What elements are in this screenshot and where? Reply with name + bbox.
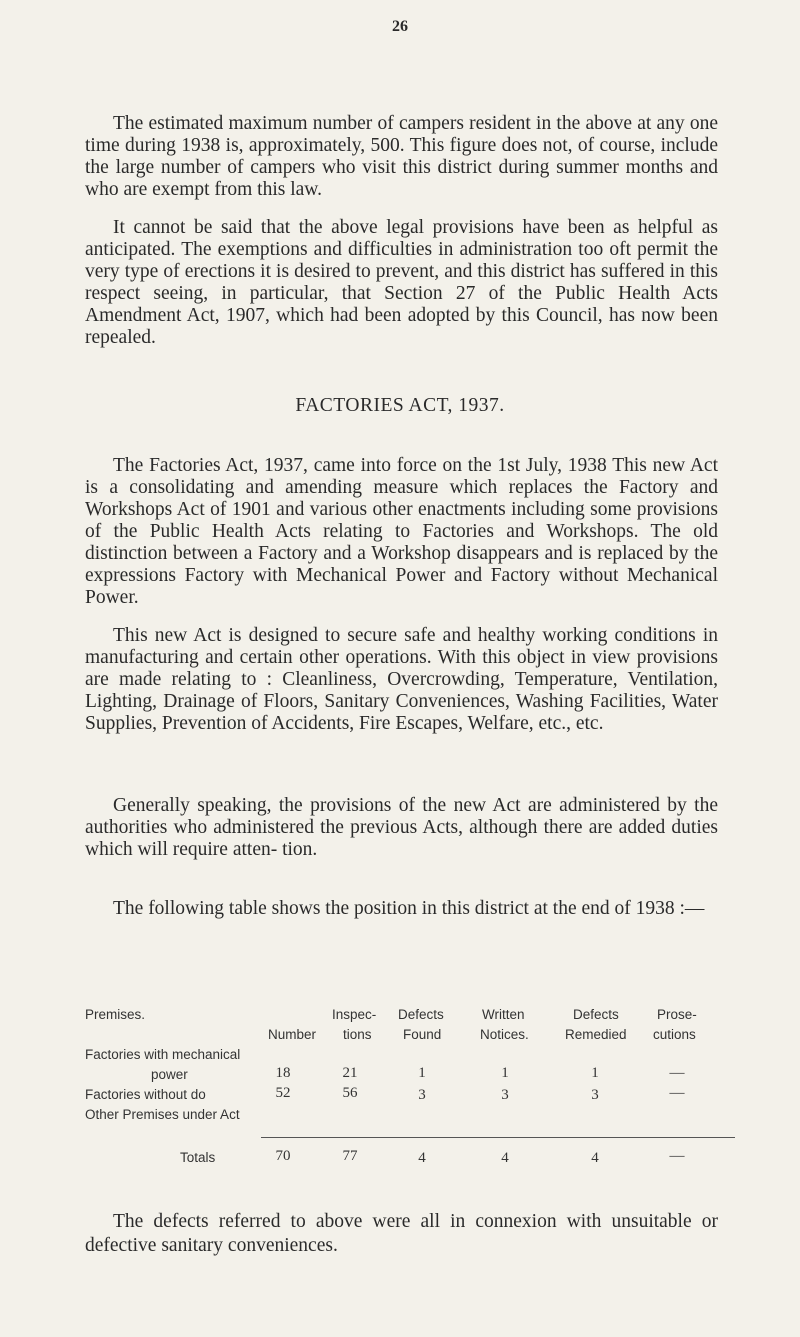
row-label: Factories with mechanical [85,1047,241,1062]
paragraph-legal-provisions: It cannot be said that the above legal provisions have been as helpful as anticipated. The exemptions and difficulties in administration too oft permit the very type of erections it is desired to prevent, and this district has suffered in this respect seeing, in particular, that Section 27 of the Public Health Acts Amendment Act, 1907, which had been adopted by this Council, has now been repealed. [85,217,718,348]
header-inspections-1: Inspec- [332,1007,377,1022]
header-inspections-2: tions [343,1027,372,1042]
row-prosecutions: — [669,1065,685,1081]
header-prosecutions-1: Prose- [657,1007,697,1022]
row-remedied: 3 [591,1087,599,1103]
paragraph-defects-note: The defects referred to above were all in connexion with unsuitable or defective sanitary conveniences. [85,1211,718,1256]
row-notices: 3 [501,1087,509,1103]
totals-inspections: 77 [342,1148,358,1164]
header-remedied-2: Remedied [565,1027,627,1042]
header-defects-1: Defects [398,1007,444,1022]
row-inspections: 21 [342,1065,358,1081]
totals-defects: 4 [418,1150,426,1166]
row-label: Factories without do [85,1087,206,1102]
row-number: 18 [275,1065,291,1081]
page-number: 26 [392,18,408,35]
header-written-1: Written [482,1007,525,1022]
header-premises: Premises. [85,1007,146,1022]
header-remedied-1: Defects [573,1007,619,1022]
header-prosecutions-2: cutions [653,1027,696,1042]
row-inspections: 56 [342,1085,358,1101]
row-label: Other Premises under Act [85,1107,240,1122]
totals-number: 70 [275,1148,291,1164]
row-defects: 3 [418,1087,426,1103]
row-defects: 1 [418,1065,426,1081]
paragraph-table-intro: The following table shows the position in this district at the end of 1938 :— [113,898,705,919]
header-written-2: Notices. [480,1027,529,1042]
section-heading: FACTORIES ACT, 1937. [295,395,505,416]
paragraph-campers: The estimated maximum number of campers resident in the above at any one time during 1938 is, approximately, 500. This figure does not, of course, include the large number of campers who visit this district during summer months and who are exempt from this law. [85,113,718,200]
row-label-continued: power [151,1067,188,1082]
totals-rule [261,1137,735,1138]
totals-remedied: 4 [591,1150,599,1166]
paragraph-factories-act: The Factories Act, 1937, came into force on the 1st July, 1938 This new Act is a consolidating and amending measure which replaces the Factory and Workshops Act of 1901 and various other enactments including some provisions of the Public Health Acts relating to Factories and Workshops. The old distinction between a Factory and a Workshop disappears and is replaced by the expressions Factory with Mechanical Power and Factory without Mechanical Power. [85,455,718,608]
totals-label: Totals [180,1150,216,1165]
paragraph-generally-speaking: Generally speaking, the provisions of the new Act are administered by the authorities who administered the previous Acts, although there are added duties which will require atten- tion. [85,795,718,860]
row-remedied: 1 [591,1065,599,1081]
row-number: 52 [275,1085,291,1101]
header-defects-2: Found [403,1027,442,1042]
totals-notices: 4 [501,1150,509,1166]
row-prosecutions: — [669,1085,685,1101]
paragraph-new-act-design: This new Act is designed to secure safe and healthy working conditions in manufacturing and certain other operations. With this object in view provisions are made relating to : Cleanliness, Overcrowding, Temperature, Ventilation, Lighting, Drainage of Floors, Sanitary Conveniences, Washing Facilities, Water Supplies, Prevention of Accidents, Fire Escapes, Welfare, etc., etc. [85,625,718,734]
totals-prosecutions: — [669,1148,685,1164]
header-number: Number [268,1027,317,1042]
row-notices: 1 [501,1065,509,1081]
